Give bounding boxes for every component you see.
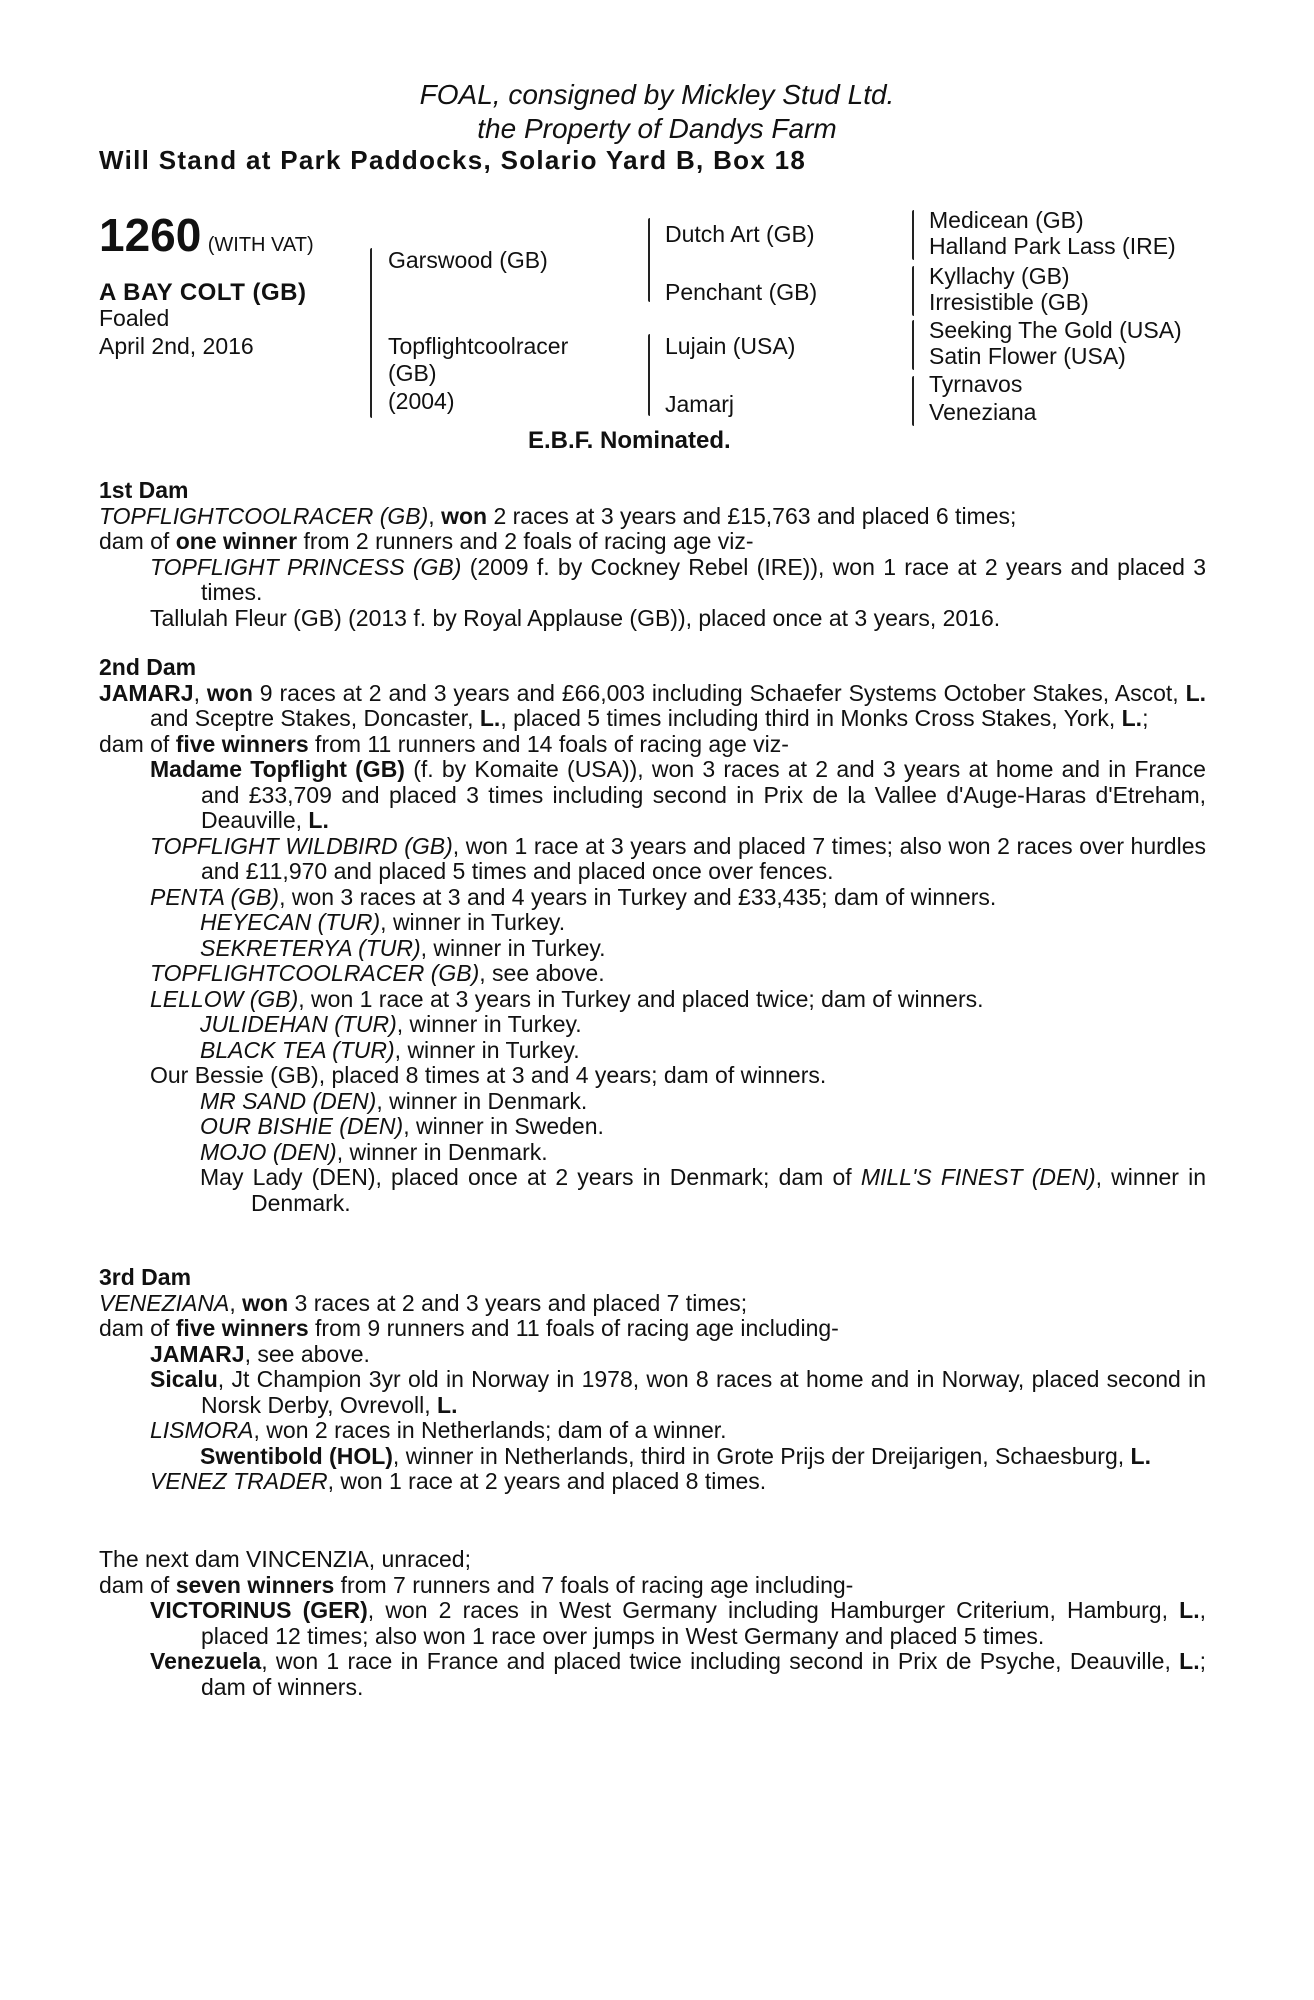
first-dam-section bbox=[99, 478, 1206, 631]
pedigree-g3-5: Seeking The Gold (USA) bbox=[929, 317, 1182, 343]
second-dam-title: 2nd Dam bbox=[99, 654, 197, 680]
third-dam-produce-item: Sicalu, Jt Champion 3yr old in Norway in 1978, won 8 races at home and in Norway, placed second in Norsk Derby, Ovrevoll, L. bbox=[150, 1366, 1206, 1418]
second-dam-grandproduce-item: JULIDEHAN (TUR), winner in Turkey. bbox=[200, 1011, 582, 1037]
pedigree-g3-1: Medicean (GB) bbox=[929, 207, 1084, 233]
pedigree-sire-dam: Penchant (GB) bbox=[665, 279, 818, 305]
header-property: the Property of Dandys Farm bbox=[477, 113, 837, 144]
first-dam-produce-summary: dam of one winner from 2 runners and 2 foals of racing age viz- bbox=[99, 528, 754, 554]
next-dam-produce-item: Venezuela, won 1 race in France and placed twice including second in Prix de Psyche, Deauville, L.; dam of winners. bbox=[150, 1648, 1206, 1700]
lot-title: A BAY COLT (GB) bbox=[99, 279, 307, 306]
third-dam-produce-item: VENEZ TRADER, won 1 race at 2 years and placed 8 times. bbox=[150, 1468, 767, 1494]
second-dam-line: JAMARJ, won 9 races at 2 and 3 years and £66,003 including Schaefer Systems October Stakes, Ascot, L. and Sceptre Stakes, Doncaster, L., placed 5 times including third in Monks Cross Stakes, York, L.; bbox=[99, 679, 1207, 731]
pedigree-g3-3: Kyllachy (GB) bbox=[929, 263, 1070, 289]
second-dam-produce-item: Our Bessie (GB), placed 8 times at 3 and 4 years; dam of winners. bbox=[150, 1062, 827, 1088]
third-dam-produce-item: JAMARJ, see above. bbox=[150, 1340, 370, 1367]
second-dam-grandproduce-item: HEYECAN (TUR), winner in Turkey. bbox=[200, 909, 566, 935]
pedigree-sire-sire: Dutch Art (GB) bbox=[665, 221, 815, 247]
first-dam-produce-item: TOPFLIGHT PRINCESS (GB) (2009 f. by Cockney Rebel (IRE)), won 1 race at 2 years and placed 3 times. bbox=[150, 553, 1207, 605]
third-dam-produce-item: LISMORA, won 2 races in Netherlands; dam of a winner. bbox=[150, 1417, 727, 1443]
second-dam-grandproduce-item: MOJO (DEN), winner in Denmark. bbox=[200, 1138, 548, 1165]
header-location: Will Stand at Park Paddocks, Solario Yard B, Box 18 bbox=[99, 145, 807, 175]
second-dam-produce-item: TOPFLIGHTCOOLRACER (GB), see above. bbox=[150, 960, 605, 986]
lot-number-block bbox=[99, 210, 314, 261]
pedigree-g3-6: Satin Flower (USA) bbox=[929, 343, 1126, 369]
second-dam-produce-item: PENTA (GB), won 3 races at 3 and 4 years in Turkey and £33,435; dam of winners. bbox=[150, 883, 997, 910]
pedigree-bracket-g3-2 bbox=[912, 266, 914, 316]
third-dam-grandproduce-item: Swentibold (HOL), winner in Netherlands, third in Grote Prijs der Dreijarigen, Schaesburg, L. bbox=[200, 1442, 1151, 1469]
first-dam-title: 1st Dam bbox=[99, 477, 189, 503]
pedigree-bracket-dam bbox=[648, 334, 650, 416]
pedigree-g3-8: Veneziana bbox=[929, 399, 1037, 425]
second-dam-produce-item: LELLOW (GB), won 1 race at 3 years in Turkey and placed twice; dam of winners. bbox=[150, 985, 984, 1012]
second-dam-produce-item: Madame Topflight (GB) (f. by Komaite (USA)), won 3 races at 2 and 3 years at home and in France and £33,709 and placed 3 times including second in Prix de la Vallee d'Auge-Haras d'Etreham, Deauville, L. bbox=[150, 756, 1206, 833]
pedigree-sire: Garswood (GB) bbox=[388, 247, 548, 273]
second-dam-grandproduce-item: BLACK TEA (TUR), winner in Turkey. bbox=[200, 1036, 580, 1063]
pedigree-bracket-gen1 bbox=[370, 248, 372, 418]
pedigree-bracket-g3-4 bbox=[912, 376, 914, 426]
third-dam-line: VENEZIANA, won 3 races at 2 and 3 years and placed 7 times; bbox=[99, 1289, 748, 1316]
lot-number: 1260 bbox=[99, 209, 202, 261]
second-dam-grandproduce-item: May Lady (DEN), placed once at 2 years in Denmark; dam of MILL'S FINEST (DEN), winner in Denmark. bbox=[200, 1164, 1206, 1216]
next-dam-produce-summary: dam of seven winners from 7 runners and 7 foals of racing age including- bbox=[99, 1571, 854, 1598]
second-dam-produce-summary: dam of five winners from 11 runners and 14 foals of racing age viz- bbox=[99, 730, 789, 757]
second-dam-section bbox=[99, 655, 1206, 1216]
first-dam-produce-item: Tallulah Fleur (GB) (2013 f. by Royal Applause (GB)), placed once at 3 years, 2016. bbox=[150, 604, 1001, 631]
pedigree-dam-country: (GB) bbox=[388, 360, 437, 386]
pedigree-bracket-g3-1 bbox=[912, 210, 914, 260]
foaled-date: April 2nd, 2016 bbox=[99, 333, 254, 359]
second-dam-produce-item: TOPFLIGHT WILDBIRD (GB), won 1 race at 3 years and placed 7 times; also won 2 races over hurdles and £11,970 and placed 5 times and placed once over fences. bbox=[150, 832, 1206, 884]
first-dam-line: TOPFLIGHTCOOLRACER (GB), won 2 races at 3 years and £15,763 and placed 6 times; bbox=[99, 502, 1017, 529]
pedigree-g3-7: Tyrnavos bbox=[929, 371, 1023, 397]
pedigree-dam-dam: Jamarj bbox=[665, 391, 735, 417]
next-dam-produce-item: VICTORINUS (GER), won 2 races in West Germany including Hamburger Criterium, Hamburg, L., placed 12 times; also won 1 race over jumps in West Germany and placed 5 times. bbox=[150, 1597, 1206, 1649]
foaled-label: Foaled bbox=[99, 305, 170, 331]
ebf-nominated: E.B.F. Nominated. bbox=[528, 427, 731, 454]
next-dam-line: The next dam VINCENZIA, unraced; bbox=[99, 1546, 471, 1572]
second-dam-grandproduce-item: MR SAND (DEN), winner in Denmark. bbox=[200, 1087, 588, 1114]
pedigree-dam-year: (2004) bbox=[388, 388, 455, 414]
pedigree-bracket-sire bbox=[648, 218, 650, 302]
pedigree-bracket-g3-3 bbox=[912, 320, 914, 370]
third-dam-section bbox=[99, 1265, 1206, 1495]
header-consignor: FOAL, consigned by Mickley Stud Ltd. bbox=[419, 79, 895, 110]
third-dam-produce-summary: dam of five winners from 9 runners and 11 foals of racing age including- bbox=[99, 1315, 839, 1341]
pedigree-dam-sire: Lujain (USA) bbox=[665, 333, 796, 359]
next-dam-section bbox=[99, 1547, 1206, 1700]
pedigree-g3-2: Halland Park Lass (IRE) bbox=[929, 233, 1176, 259]
third-dam-title: 3rd Dam bbox=[99, 1264, 192, 1290]
pedigree-dam: Topflightcoolracer bbox=[388, 333, 569, 359]
second-dam-grandproduce-item: SEKRETERYA (TUR), winner in Turkey. bbox=[200, 934, 606, 961]
second-dam-grandproduce-item: OUR BISHIE (DEN), winner in Sweden. bbox=[200, 1113, 604, 1139]
vat-label: (WITH VAT) bbox=[207, 234, 314, 256]
pedigree-g3-4: Irresistible (GB) bbox=[929, 289, 1089, 315]
